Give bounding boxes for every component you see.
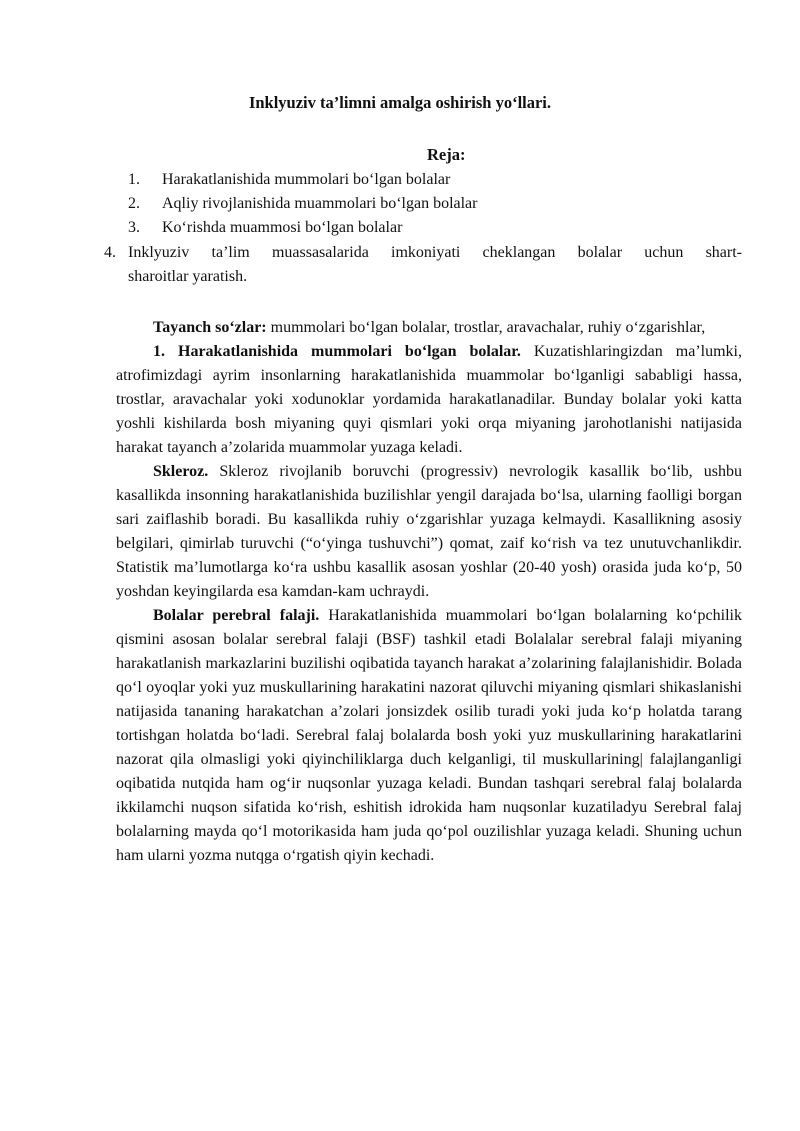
section-paragraph	[116, 460, 742, 604]
document-title: Inklyuziv ta’limni amalga oshirish yo‘llari.	[248, 93, 552, 112]
section-text: Kuzatishlaringizdan ma’lumki, atrofimizdagi ayrim insonlarning harakatlanishida muammolar bo‘lganligi sababligi hassa, trostlar, aravachalar yoki xodunoklar yordamida harakatlanadilar. Bunday bolalar yoki katta yoshli kishilarda bosh miyaning quyi qismlari yoki orqa miyaning jarohotlanishi natijasida harakat tayanch a’zolarida muammolar yuzaga keladi.	[116, 343, 742, 456]
section-heading: Skleroz.	[153, 463, 209, 480]
plan-item-number: 2.	[128, 195, 140, 212]
keywords-paragraph	[116, 316, 742, 340]
plan-item-text: Aqliy rivojlanishida muammolari bo‘lgan bolalar	[162, 195, 478, 212]
plan-item-text: Harakatlanishida mummolari bo‘lgan bolalar	[162, 171, 451, 188]
plan-item-text: Ko‘rishda muammosi bo‘lgan bolalar	[162, 219, 403, 236]
plan-item	[128, 216, 402, 240]
plan-heading: Reja:	[427, 145, 466, 164]
keywords-label: Tayanch so‘zlar:	[153, 319, 267, 336]
plan-item	[128, 168, 450, 192]
document-body	[116, 316, 742, 868]
plan-item	[128, 192, 477, 216]
section-heading: 1. Harakatlanishida mummolari bo‘lgan bolalar.	[153, 343, 521, 360]
plan-item-text-line1: Inklyuziv ta’lim muassasalarida imkoniyati cheklangan bolalar uchun shart-	[128, 244, 742, 261]
section-text: Skleroz rivojlanib boruvchi (progressiv) nevrologik kasallik bo‘lib, ushbu kasallikda insonning harakatlanishida buzilishlar yengil darajada bo‘lsa, ularning faolligi borgan sari zaiflashib boradi. Bu kasallikda ruhiy o‘zgarishlar yuzaga kelmaydi. Kasallikning asosiy belgilari, qimirlab turuvchi (“o‘yinga tushuvchi”) qomat, zaif ko‘rish va tez unutuvchanlikdir. Statistik ma’lumotlarga ko‘ra ushbu kasallik asosan yoshlar (20-40 yosh) orasida juda ko‘p, 50 yoshdan keyingilarda esa kamdan-kam uchraydi.	[116, 463, 742, 600]
plan-item	[104, 241, 742, 289]
section-paragraph	[116, 604, 742, 868]
plan-item-number: 1.	[128, 171, 140, 188]
keywords-text: mummolari bo‘lgan bolalar, trostlar, aravachalar, ruhiy o‘zgarishlar,	[266, 319, 706, 336]
section-text: Harakatlanishida muammolari bo‘lgan bolalarning ko‘pchilik qismini asosan bolalar serebral falaji (BSF) tashkil etadi Bolalalar serebral falaji miyaning harakatlanish markazlarini buzilishi oqibatida tayanch harakat a’zolarining falajlanishidir. Bolada qo‘l oyoqlar yoki yuz muskullarining harakatini nazorat qiluvchi miyaning qismlari shikaslanishi natijasida tananing harakatchan a’zolari jonsizdek osilib turadi yoki juda ko‘p holatda tarang tortishgan holatda bo‘ladi. Serebral falaj bolalarda bosh yoki yuz muskullarining harakatlarini nazorat qila olmasligi yoki qiyinchiliklarga duch kelganligi, til muskullarining| falajlanganligi oqibatida nutqida ham og‘ir nuqsonlar yuzaga keladi. Bundan tashqari serebral falaj bolalarda ikkilamchi nuqson sifatida ko‘rish, eshitish idrokida ham nuqsonlar kuzatiladyu Serebral falaj bolalarning mayda qo‘l motorikasida ham juda qo‘pol ouzilishlar yuzaga keladi. Shuning uchun ham ularni yozma nutqga o‘rgatish qiyin kechadi.	[116, 607, 742, 864]
plan-item-number: 4.	[104, 244, 116, 261]
section-heading: Bolalar perebral falaji.	[153, 607, 320, 624]
section-paragraph	[116, 340, 742, 460]
plan-item-number: 3.	[128, 219, 140, 236]
plan-item-text-line2: sharoitlar yaratish.	[128, 268, 248, 285]
